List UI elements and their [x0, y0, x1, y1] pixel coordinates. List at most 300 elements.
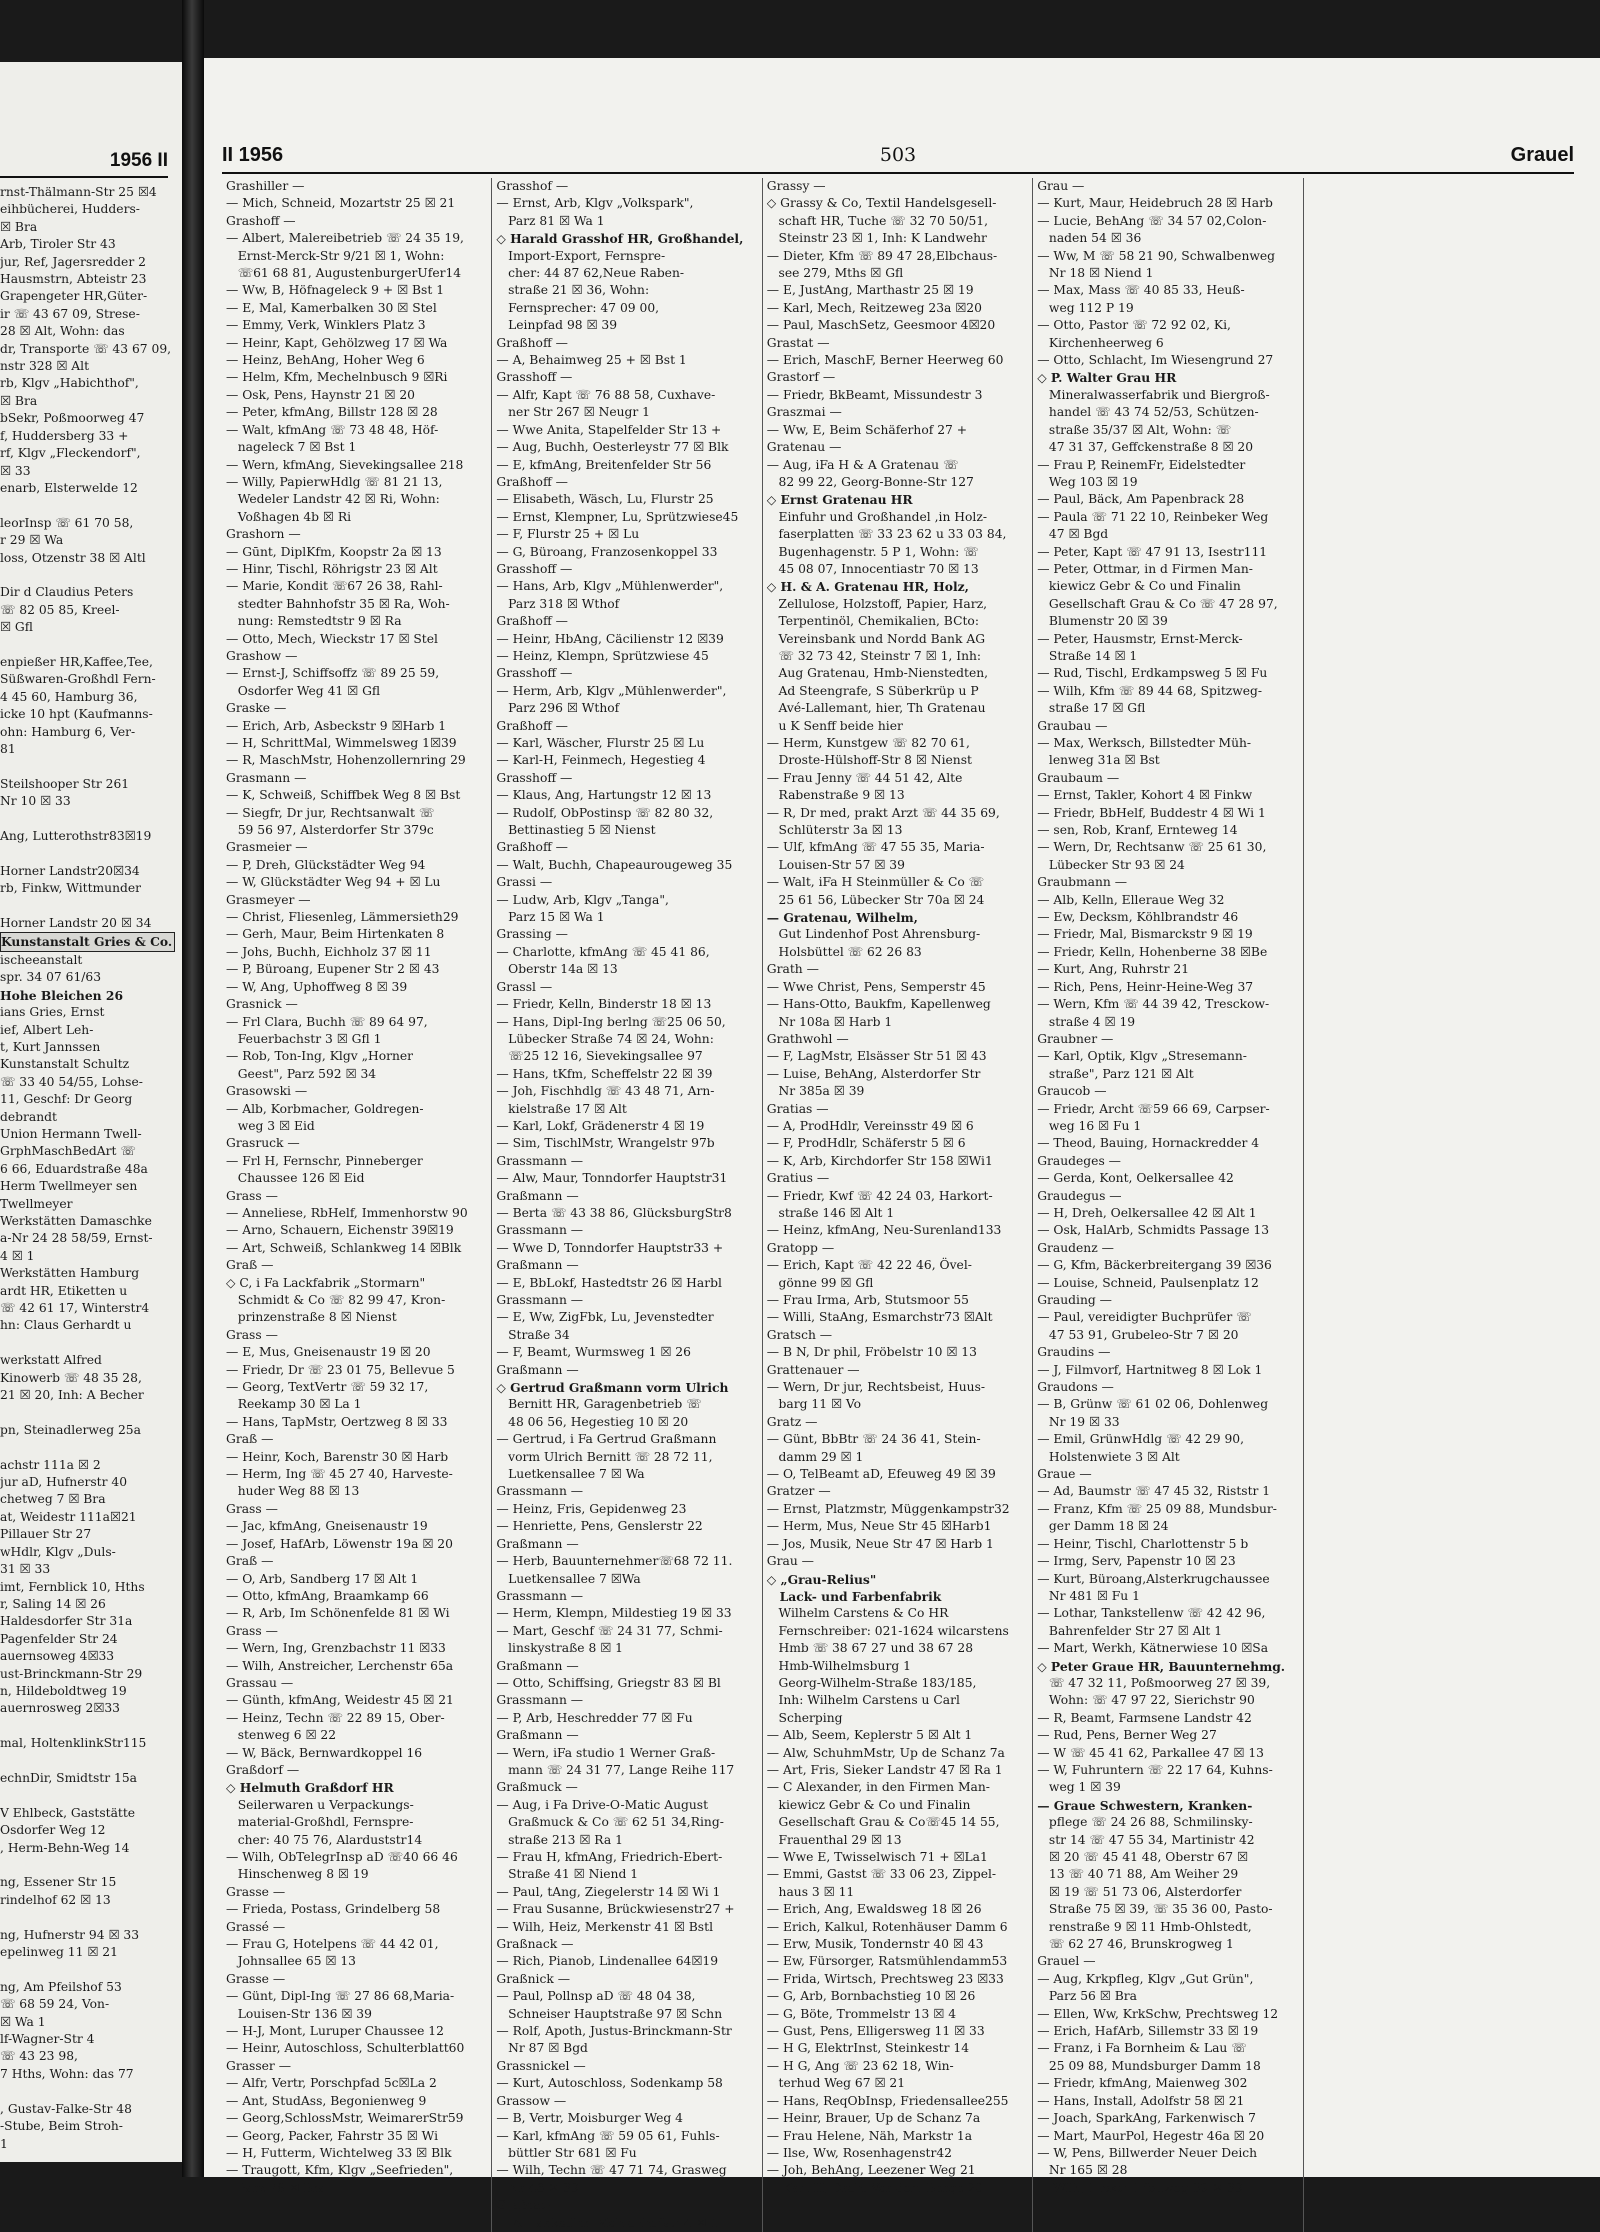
directory-entry: 82 99 22, Georg-Bonne-Str 127: [766, 474, 974, 489]
directory-entry: Reekamp 30 ☒ La 1: [226, 1397, 362, 1412]
directory-entry: — Mich, Schneid, Mozartstr 25 ☒ 21: [226, 196, 456, 211]
directory-entry: — Aug, Krkpfleg, Klgv „Gut Grün",: [1037, 1971, 1254, 1986]
directory-entry: — Peter, kfmAng, Billstr 128 ☒ 28: [226, 405, 438, 420]
directory-entry: 59 56 97, Alsterdorfer Str 379c: [226, 823, 434, 838]
directory-entry: — Joh, Fischhdlg ☏ 43 48 71, Arn-: [496, 1084, 715, 1099]
directory-entry: Nr 165 ☒ 28: [1037, 2163, 1128, 2178]
directory-entry: — Heinz, kfmAng, Neu-Surenland133: [766, 1223, 1002, 1238]
directory-entry: — H G, Ang ☏ 23 62 18, Win-: [766, 2058, 954, 2073]
directory-entry: linskystraße 8 ☒ 1: [496, 1641, 623, 1656]
left-page-line: [0, 637, 175, 654]
directory-entry: Graßtat —: [496, 2198, 562, 2213]
directory-entry: cher: 44 87 62,Neue Raben-: [496, 266, 685, 281]
directory-entry: — Hinr, Tischl, Röhrigstr 23 ☒ Alt: [226, 561, 438, 576]
directory-entry: — Alfr, Kapt ☏ 76 88 58, Cuxhave-: [496, 387, 716, 402]
left-page-line: werkstatt Alfred: [0, 1353, 102, 1368]
left-page-line: Hausmstrn, Abteistr 23: [0, 272, 147, 287]
left-page-line: 4 45 60, Hamburg 36,: [0, 689, 138, 704]
directory-entry: Weg 103 ☒ 19: [1037, 474, 1138, 489]
directory-entry: Graß —: [226, 1258, 274, 1273]
directory-entry: 47 53 91, Grubeleo-Str 7 ☒ 20: [1037, 1327, 1239, 1342]
directory-entry: — Frau Jenny ☏ 44 51 42, Alte: [766, 770, 963, 785]
directory-entry: str 14 ☏ 47 55 34, Martinistr 42: [1037, 1832, 1255, 1847]
directory-entry: mann ☏ 24 31 77, Lange Reihe 117: [496, 1762, 735, 1777]
directory-entry: — Herm, Mus, Neue Str 45 ☒Harb1: [766, 1519, 992, 1534]
left-page-line: achstr 111a ☒ 2: [0, 1457, 101, 1472]
directory-entry: — Alb, Seem, Keplerstr 5 ☒ Alt 1: [766, 1728, 973, 1743]
directory-entry: Grasshof —: [496, 179, 569, 193]
left-page-line: Pillauer Str 27: [0, 1527, 92, 1542]
left-page-line: a-Nr 24 28 58/59, Ernst-: [0, 1231, 153, 1246]
directory-entry: — Erw, Musik, Tondernstr 40 ☒ 43: [766, 1937, 984, 1952]
directory-entry: Mineralwasserfabrik und Biergroß-: [1037, 387, 1270, 402]
directory-entry: Grauel —: [1037, 1954, 1096, 1969]
directory-entry: — Georg,SchlossMstr, WeimarerStr59: [226, 2111, 464, 2126]
directory-entry: Grasshoff —: [496, 666, 573, 681]
directory-entry: — Heinr, HbAng, Cäcilienstr 12 ☒39: [496, 631, 724, 646]
directory-entry: Gesellschaft Grau & Co ☏ 47 28 97,: [1037, 596, 1278, 611]
directory-entry: — Willi, StaAng, Esmarchstr73 ☒Alt: [766, 1310, 993, 1325]
directory-entry: — W, Ang, Uphoffweg 8 ☒ 39: [226, 979, 408, 994]
directory-entry: Einfuhr und Großhandel ,in Holz-: [766, 509, 987, 524]
directory-entry: — Rudolf, ObPostinsp ☏ 82 80 32,: [496, 805, 714, 820]
directory-entry: Hmb-Wilhelmsburg 1: [766, 1658, 911, 1673]
directory-entry: — R, Arb, Im Schönenfelde 81 ☒ Wi: [226, 1606, 450, 1621]
page-header-keyword: Grauel: [1510, 144, 1574, 166]
directory-entry: — Heinz, Klempn, Sprützwiese 45: [496, 648, 709, 663]
directory-entry: Geest", Parz 592 ☒ 34: [226, 1066, 377, 1081]
directory-entry: — E, Mal, Kamerbalken 30 ☒ Stel: [226, 300, 437, 315]
directory-entry: stedter Bahnhofstr 35 ☒ Ra, Woh-: [226, 596, 450, 611]
directory-entry: — Gust, Pens, Elligersweg 11 ☒ 33: [766, 2024, 985, 2039]
directory-entry: — Franz, i Fa Bornheim & Lau ☏: [1037, 2041, 1247, 2056]
directory-entry: Graubaum —: [1037, 770, 1120, 785]
directory-entry: — Herb, Bauunternehmer☏68 72 11.: [496, 1554, 733, 1569]
directory-entry: — W ☏ 45 41 62, Parkallee 47 ☒ 13: [1037, 1745, 1264, 1760]
directory-entry: — Friedr, BkBeamt, Missundestr 3: [766, 387, 983, 402]
left-page-line: ischeeanstalt: [0, 952, 83, 967]
directory-entry: — A, TankstLtr, Mohlenhofstr 4 ☒ 1: [496, 2215, 719, 2230]
directory-entry: Grassow —: [496, 2093, 567, 2108]
directory-entry: — Arno, Schauern, Eichenstr 39☒19: [226, 1223, 454, 1238]
left-page-line: icke 10 hpt (Kaufmanns-: [0, 707, 153, 722]
left-page-line: nstr 328 ☒ Alt: [0, 359, 90, 374]
directory-entry: Parz 81 ☒ Wa 1: [496, 213, 605, 228]
directory-entry: Graubner —: [1037, 1031, 1114, 1046]
left-page-line: Hohe Bleichen 26: [0, 987, 124, 1003]
directory-entry: — Max, Werksch, Billstedter Müh-: [1037, 736, 1252, 750]
directory-entry: — Emil, GrünwHdlg ☏ 42 29 90,: [1037, 1432, 1245, 1447]
directory-entry: handel ☏ 43 74 52/53, Schützen-: [1037, 405, 1259, 420]
directory-entry: Graubmann —: [1037, 875, 1128, 890]
directory-entry: Grasmeier —: [226, 840, 308, 855]
directory-entry: Blumenstr 20 ☒ 39: [1037, 614, 1168, 629]
directory-entry: — Hans, ReqObInsp, Friedensallee255: [766, 2093, 1009, 2108]
directory-entry: — Frau P, ReinemFr, Eidelstedter: [1037, 457, 1246, 472]
directory-entry: Gratias —: [766, 1101, 829, 1116]
directory-entry: — Ww, B, Höfnageleck 9 + ☒ Bst 1: [226, 283, 445, 298]
directory-entry: Graßhoff —: [496, 335, 568, 350]
left-page-line: hn: Claus Gerhardt u: [0, 1318, 132, 1333]
directory-entry: 25 09 88, Mundsburger Damm 18: [1037, 2058, 1261, 2073]
directory-entry: — Willy, PapierwHdlg ☏ 81 21 13,: [226, 474, 443, 489]
directory-column-4: [1033, 178, 1303, 2232]
directory-entry: Louisen-Str 136 ☒ 39: [226, 2006, 372, 2021]
directory-entry: Gut Lindenhof Post Ahrensburg-: [766, 927, 981, 942]
left-page-line: [0, 845, 175, 862]
directory-entry: — Rob, Ton-Ing, Klgv „Horner: [226, 1049, 414, 1064]
left-page-line: Süßwaren-Großhdl Fern-: [0, 672, 156, 687]
directory-entry: — Karl, Optik, Klgv „Stresemann-: [1037, 1049, 1247, 1064]
left-page-line: Dir d Claudius Peters: [0, 585, 134, 600]
left-page-line: Twellmeyer: [0, 1196, 73, 1211]
directory-entry: ◇ Grassy & Co, Textil Handelsgesell-: [766, 196, 997, 211]
directory-entry: ◇ C, i Fa Lackfabrik „Stormarn": [226, 1275, 426, 1290]
directory-entry: — Paul, Bäck, Am Papenbrack 28: [1037, 492, 1245, 507]
directory-entry: Graßmann —: [496, 1258, 579, 1273]
directory-entry: — Joh, BehAng, Leezener Weg 21: [766, 2163, 976, 2178]
directory-entry: Wilhelm Carstens & Co HR: [766, 1606, 949, 1621]
directory-entry: — Gertrud, i Fa Gertrud Graßmann: [496, 1432, 717, 1447]
directory-entry: — Lothar, Tankstellenw ☏ 42 42 96,: [1037, 1606, 1266, 1621]
left-page-line: Nr 10 ☒ 33: [0, 794, 71, 809]
directory-entry: Straße 41 ☒ Niend 1: [496, 1867, 639, 1882]
directory-entry: — Friedr, Kelln, Hohenberne 38 ☒Be: [1037, 944, 1268, 959]
left-page-line: echnDir, Smidtstr 15a: [0, 1770, 137, 1785]
left-page-line: ☒ Gfl: [0, 620, 33, 635]
left-page-line: spr. 34 07 61/63: [0, 970, 102, 985]
directory-entry: — Karl, Wäscher, Flurstr 25 ☒ Lu: [496, 736, 705, 750]
directory-entry: Johnsallee 65 ☒ 13: [226, 1954, 357, 1969]
directory-entry: straße", Parz 121 ☒ Alt: [1037, 1066, 1194, 1081]
directory-entry: — Wern, kfmAng, Sievekingsallee 218: [226, 457, 464, 472]
directory-entry: — Graue Schwestern, Kranken-: [1037, 1797, 1253, 1813]
directory-entry: — R, MaschMstr, Hohenzollernring 29: [226, 753, 466, 768]
directory-entry: ☏ 62 27 46, Brunskrogweg 1: [1037, 1937, 1234, 1952]
directory-entry: damm 29 ☒ 1: [766, 1449, 864, 1464]
directory-entry: — Jos, Musik, Neue Str 47 ☒ Harb 1: [766, 1536, 994, 1551]
directory-entry: Graske —: [226, 701, 287, 716]
directory-entry: Grass —: [226, 1623, 278, 1638]
directory-entry: — K, Schweiß, Schiffbek Weg 8 ☒ Bst: [226, 788, 461, 803]
directory-entry: — Osk, HalArb, Schmidts Passage 13: [1037, 1223, 1270, 1238]
left-page-line: enpießer HR,Kaffee,Tee,: [0, 654, 153, 669]
directory-entry: — Peter, Kapt ☏ 47 91 13, Isestr111: [1037, 544, 1268, 559]
left-page-line: auernsoweg 4☒33: [0, 1649, 115, 1664]
left-page-line: 21 ☒ 20, Inh: A Becher: [0, 1388, 144, 1403]
directory-entry: — Paul, vereidigter Buchprüfer ☏: [1037, 1310, 1252, 1325]
directory-entry: — Walt, kfmAng ☏ 73 48 48, Höf-: [226, 422, 439, 437]
directory-entry: — Frau Susanne, Brückwiesenstr27 +: [496, 1902, 735, 1917]
directory-entry: Graßhoff —: [496, 614, 568, 629]
directory-entry: Wedeler Landstr 42 ☒ Ri, Wohn:: [226, 492, 440, 507]
directory-entry: — Wern, Dr, Rechtsanw ☏ 25 61 30,: [1037, 840, 1267, 855]
directory-entry: prinzenstraße 8 ☒ Nienst: [226, 1310, 397, 1325]
directory-entry: — Hans-Otto, Baukfm, Kapellenweg: [766, 997, 991, 1012]
directory-entry: Gesellschaft Grau & Co☏45 14 55,: [766, 1815, 1000, 1830]
directory-entry: Aug Gratenau, Hmb-Nienstedten,: [766, 666, 989, 681]
directory-entry: — Louise, Schneid, Paulsenplatz 12: [1037, 1275, 1259, 1290]
directory-entry: 25 61 56, Lübecker Str 70a ☒ 24: [766, 892, 985, 907]
left-page-line: Steilshooper Str 261: [0, 776, 130, 791]
directory-entry: Terpentinöl, Chemikalien, BCto:: [766, 614, 979, 629]
directory-entry: — Wwe Anita, Stapelfelder Str 13 +: [496, 422, 722, 437]
directory-entry: — Otto, Schlacht, Im Wiesengrund 27: [1037, 353, 1274, 368]
left-page-line: ☏ 33 40 54/55, Lohse-: [0, 1074, 143, 1089]
directory-entry: Grattenauer —: [766, 1362, 860, 1377]
left-page-line: [0, 1961, 175, 1978]
directory-entry: haus 3 ☒ 11: [766, 1884, 855, 1899]
directory-entry: Bugenhagenstr. 5 P 1, Wohn: ☏: [766, 544, 979, 559]
directory-entry: — E, BbLokf, Hastedtstr 26 ☒ Harbl: [496, 1275, 722, 1290]
left-page-line: at, Weidestr 111a☒21: [0, 1509, 137, 1524]
directory-entry: — B N, Dr phil, Fröbelstr 10 ☒ 13: [766, 1345, 977, 1360]
left-page-line: 28 ☒ Alt, Wohn: das: [0, 324, 125, 339]
directory-entry: — Friedr, Kwf ☏ 42 24 03, Harkort-: [766, 1188, 993, 1203]
directory-entry: Grasruck —: [226, 1136, 300, 1151]
directory-entry: — Ludw, Arb, Klgv „Tanga",: [496, 892, 669, 907]
directory-entry: straße 17 ☒ Gfl: [1037, 701, 1146, 716]
left-page-line: [0, 898, 175, 915]
left-page-line: rb, Finkw, Wittmunder: [0, 881, 142, 896]
directory-entry: ☏25 12 16, Sievekingsallee 97: [496, 1049, 703, 1064]
directory-entry: — Ernst-J, Schiffsoffz ☏ 89 25 59,: [226, 666, 440, 681]
directory-entry: — Heinr, Koch, Barenstr 30 ☒ Harb: [226, 1449, 449, 1464]
directory-entry: — Charlotte, kfmAng ☏ 45 41 86,: [496, 944, 710, 959]
directory-entry: — Karl, Mech, Reitzeweg 23a ☒20: [766, 300, 982, 315]
directory-entry: Grasse —: [226, 1884, 286, 1899]
directory-entry: — Klaus, Ang, Hartungstr 12 ☒ 13: [496, 788, 712, 803]
left-page-line: Horner Landstr20☒34: [0, 863, 140, 878]
directory-entry: Grasshoff —: [496, 770, 573, 785]
directory-entry: 48 06 56, Hegestieg 10 ☒ 20: [496, 1414, 689, 1429]
directory-entry: weg 112 P 19: [1037, 300, 1134, 315]
directory-entry: 45 08 07, Innocentiastr 70 ☒ 13: [766, 561, 979, 576]
directory-entry: — Wern, Kfm ☏ 44 39 42, Tresckow-: [1037, 997, 1270, 1012]
directory-entry: — Karl, kfmAng ☏ 59 05 61, Fuhls-: [496, 2128, 720, 2143]
directory-entry: — Walt, iFa H Steinmüller & Co ☏: [766, 875, 985, 890]
directory-entry: Nr 481 ☒ Fu 1: [1037, 1588, 1140, 1603]
directory-entry: — Wwe D, Tonndorfer Hauptstr33 +: [496, 1240, 724, 1255]
directory-entry: Leinpfad 98 ☒ 39: [496, 318, 618, 333]
directory-entry: — Walt, Buchh, Chapeaurougeweg 35: [496, 857, 733, 872]
directory-entry: — J, Filmvorf, Hartnitweg 8 ☒ Lok 1: [1037, 1362, 1263, 1377]
directory-entry: — Theod, Bauing, Hornackredder 4: [1037, 1136, 1260, 1151]
directory-entry: Grassmann —: [496, 1693, 584, 1708]
directory-entry: — Kurt, Ang, Ruhrstr 21: [1037, 962, 1190, 977]
directory-entry: ◇ Peter Graue HR, Bauunternehmg.: [1037, 1658, 1286, 1674]
directory-entry: — W, Pens, Billwerder Neuer Deich: [1037, 2145, 1258, 2160]
directory-entry: — Karl-H, Dreh, Vor dem Berge 20: [766, 2180, 984, 2195]
directory-entry: Straße 34: [496, 1327, 570, 1342]
left-page-line: rf, Klgv „Fleckendorf",: [0, 446, 141, 461]
directory-entry: Graucob —: [1037, 1084, 1107, 1099]
directory-entry: Graubau —: [1037, 718, 1108, 733]
directory-entry: Steinstr 23 ☒ 1, Inh: K Landwehr: [766, 231, 987, 246]
directory-entry: — Aug, iFa H & A Gratenau ☏: [766, 457, 959, 472]
directory-entry: — Herm, Kunstgew ☏ 82 70 61,: [766, 736, 970, 750]
left-page-line: ir ☏ 43 67 09, Strese-: [0, 306, 140, 321]
directory-entry: Nr 87 ☒ Bgd: [496, 2041, 588, 2056]
directory-entry: — Frieda, Postass, Grindelberg 58: [226, 1902, 441, 1917]
directory-entry: — Peter, Hausmstr, Ernst-Merck-: [1037, 631, 1243, 646]
left-page-line: [0, 497, 175, 514]
directory-entry: — C Alexander, in den Firmen Man-: [766, 1780, 990, 1795]
book-gutter: [182, 0, 204, 2177]
directory-entry: Gratenau —: [766, 440, 842, 455]
directory-entry: Grass —: [226, 1501, 278, 1516]
directory-entry: Fernsprecher: 47 09 00,: [496, 300, 660, 315]
left-page-line: f, Huddersberg 33 +: [0, 428, 129, 443]
directory-entry: — Osk, Pens, Haynstr 21 ☒ 20: [226, 387, 416, 402]
directory-entry: Grassé —: [226, 1919, 286, 1934]
directory-entry: — E, kfmAng, Breitenfelder Str 56: [496, 457, 712, 472]
directory-entry: — Karl-H, Feinmech, Hegestieg 4: [496, 753, 706, 768]
left-page-line: r 29 ☒ Wa: [0, 533, 64, 548]
left-page-line: enarb, Elsterwelde 12: [0, 480, 138, 495]
directory-entry: — Ulf, kfmAng ☏ 47 55 35, Maria-: [766, 840, 985, 855]
directory-entry: — Jac, kfmAng, Gneisenaustr 19: [226, 1519, 428, 1534]
left-page-line: auernrosweg 2☒33: [0, 1701, 120, 1716]
directory-entry: straße 4 ☒ 19: [1037, 1014, 1136, 1029]
directory-entry: — E, JustAng, Marthastr 25 ☒ 19: [766, 283, 974, 298]
directory-entry: — H G, ElektrInst, Steinkestr 14: [766, 2041, 970, 2056]
directory-entry: Parz 296 ☒ Wthof: [496, 701, 620, 716]
page-header: [222, 144, 1574, 174]
directory-entry: — Paul, Pollnsp aD ☏ 48 04 38,: [496, 1989, 696, 2004]
directory-entry: — Wilh, Techn ☏ 47 71 74, Grasweg: [496, 2163, 727, 2178]
left-page-line: Kunstanstalt Gries & Co.: [0, 932, 175, 951]
directory-entry: Gratius —: [766, 1171, 830, 1186]
directory-entry: Hmb ☏ 38 67 27 und 38 67 28: [766, 1641, 974, 1656]
directory-entry: — Anneliese, RbHelf, Immenhorstw 90: [226, 1205, 468, 1220]
directory-entry: gönne 99 ☒ Gfl: [766, 1275, 874, 1290]
directory-entry: Graßmuck & Co ☏ 62 51 34,Ring-: [496, 1815, 724, 1830]
directory-entry: — Ernst, Arb, Klgv „Volkspark",: [496, 196, 694, 211]
directory-entry: nageleck 7 ☒ Bst 1: [226, 440, 357, 455]
directory-entry: ◇ H. & A. Gratenau HR, Holz,: [766, 579, 969, 595]
directory-entry: Graßmann —: [496, 1658, 579, 1673]
left-page-line: [0, 1753, 175, 1770]
directory-entry: Schmidt & Co ☏ 82 99 47, Kron-: [226, 1293, 446, 1307]
directory-entry: barg 11 ☒ Vo: [766, 1397, 862, 1412]
left-page-line: loss, Otzenstr 38 ☒ Altl: [0, 550, 146, 565]
directory-entry: Grassmann —: [496, 1153, 584, 1168]
directory-entry: — Erich, Ang, Ewaldsweg 18 ☒ 26: [766, 1902, 982, 1917]
directory-entry: — Josef, HafArb, Löwenstr 19a ☒ 20: [226, 1536, 453, 1551]
directory-entry: — Günt, BbBtr ☏ 24 36 41, Stein-: [766, 1432, 981, 1447]
directory-entry: — Hans, Dipl-Ing berlng ☏25 06 50,: [496, 1014, 726, 1029]
left-page-line: wHdlr, Klgv „Duls-: [0, 1544, 116, 1559]
directory-entry: — Paula ☏ 71 22 10, Reinbeker Weg: [1037, 509, 1269, 524]
left-page-line: 6 66, Eduardstraße 48a: [0, 1161, 148, 1176]
left-page-line: [0, 1439, 175, 1456]
directory-entry: Graßhoff —: [496, 840, 568, 855]
directory-entry: — Wilh, Elektr, Efeuweg 39 ☒ 39: [1037, 2180, 1243, 2195]
directory-entry: — Alb, Kelln, Elleraue Weg 32: [1037, 892, 1225, 907]
directory-entry: — O, TelBeamt aD, Efeuweg 49 ☒ 39: [766, 1467, 996, 1482]
left-page-line: rnst-Thälmann-Str 25 ☒4: [0, 185, 157, 199]
directory-entry: Grau —: [766, 1554, 814, 1569]
directory-entry: — R, Beamt, Farmsene Landstr 42: [1037, 1710, 1252, 1725]
page-header-year: II 1956: [222, 144, 284, 166]
directory-entry: Zellulose, Holzstoff, Papier, Harz,: [766, 596, 987, 611]
directory-entry: Graudegus —: [1037, 1188, 1122, 1203]
directory-entry: — Irmg, Serv, Papenstr 10 ☒ 23: [1037, 1554, 1236, 1569]
directory-entry: — Alb, Korbmacher, Goldregen-: [226, 1101, 424, 1116]
directory-entry: faserplatten ☏ 33 23 62 u 33 03 84,: [766, 527, 1007, 542]
directory-entry: — P, Dreh, Glückstädter Weg 94: [226, 857, 426, 872]
directory-entry: Nr 19 ☒ 33: [1037, 1414, 1120, 1429]
directory-entry: — Emmy, Verk, Winklers Platz 3: [226, 318, 426, 333]
left-page-line: [0, 758, 175, 775]
directory-entry: Grassi —: [496, 875, 553, 890]
directory-entry: ger Damm 18 ☒ 24: [1037, 1519, 1169, 1534]
directory-entry: ner Str 267 ☒ Neugr 1: [496, 405, 651, 420]
directory-entry: Nr 46 ☒ 39: [496, 2180, 579, 2195]
directory-entry: Grassau —: [226, 1675, 294, 1690]
directory-entry: — Hans, Arb, Klgv „Mühlenwerder",: [496, 579, 724, 594]
directory-entry: — Herm, Ing ☏ 45 27 40, Harveste-: [226, 1467, 453, 1482]
directory-entry: — H-J, Mont, Luruper Chaussee 12: [226, 2024, 444, 2039]
directory-entry: — W, Fuhruntern ☏ 22 17 64, Kuhns-: [1037, 1762, 1273, 1777]
directory-entry: — Luise, BehAng, Alsterdorfer Str: [766, 1066, 981, 1081]
left-page-line: rindelhof 62 ☒ 13: [0, 1892, 111, 1907]
left-page-line: leorInsp ☏ 61 70 58,: [0, 515, 134, 530]
left-page-line: Kinowerb ☏ 48 35 28,: [0, 1370, 142, 1385]
left-page-line: Kunstanstalt Schultz: [0, 1057, 130, 1072]
directory-entry: — Friedr, Mal, Bismarckstr 9 ☒ 19: [1037, 927, 1253, 942]
left-page-line: Werkstätten Damaschke: [0, 1213, 152, 1228]
directory-entry: Voßhagen 4b ☒ Ri: [226, 509, 352, 524]
left-page-line: rb, Klgv „Habichthof",: [0, 376, 139, 391]
directory-entry: Scherping: [766, 1710, 843, 1725]
directory-entry: cher: 40 75 76, Alarduststr14: [226, 1832, 423, 1847]
directory-entry: — A, ProdHdlr, Vereinsstr 49 ☒ 6: [766, 1118, 974, 1133]
directory-entry: — F, ProdHdlr, Schäferstr 5 ☒ 6: [766, 1136, 966, 1151]
directory-entry: — Joach, SparkAng, Farkenwisch 7: [1037, 2111, 1256, 2126]
directory-entry: — Johs, Buchh, Eichholz 37 ☒ 11: [226, 944, 432, 959]
directory-entry: — Wwe E, Twisselwisch 71 + ☒La1: [766, 1850, 988, 1864]
directory-entry: — Gratenau, Wilhelm,: [766, 910, 918, 926]
left-page-line: ief, Albert Leh-: [0, 1022, 94, 1037]
directory-entry: straße 21 ☒ 36, Wohn:: [496, 283, 650, 298]
directory-entry: Straße 14 ☒ 1: [1037, 648, 1138, 663]
directory-entry: ◇ Gertrud Graßmann vorm Ulrich: [496, 1380, 729, 1396]
directory-entry: — Wwe Christ, Pens, Semperstr 45: [766, 979, 986, 994]
directory-entry: Gratopp —: [766, 1240, 835, 1255]
directory-entry: Graßmann —: [496, 1536, 579, 1551]
directory-entry: Louisen-Str 57 ☒ 39: [766, 857, 905, 872]
directory-entry: — Peter, Ottmar, in d Firmen Man-: [1037, 561, 1253, 576]
directory-entry: — Heinz, BehAng, Hoher Weg 6: [226, 353, 425, 368]
directory-entry: — Kurt, Autoschloss, Sodenkamp 58: [496, 2076, 723, 2091]
left-page-line: 4 ☒ 1: [0, 1248, 35, 1263]
directory-entry: Grasse —: [226, 1971, 286, 1986]
directory-entry: — Erich, Arb, Asbeckstr 9 ☒Harb 1: [226, 718, 447, 733]
directory-entry: Fernschreiber: 021-1624 wilcarstens: [766, 1623, 1009, 1638]
left-page-line: Ang, Lutterothstr83☒19: [0, 829, 152, 844]
directory-entry: Grath —: [766, 962, 819, 977]
directory-entry: — Heinz, Fris, Gepidenweg 23: [496, 1501, 687, 1516]
directory-entry: — Ew, Decksm, Köhlbrandstr 46: [1037, 910, 1239, 925]
directory-entry: — Wern, iFa studio 1 Werner Graß-: [496, 1745, 716, 1760]
left-page-line: debrandt: [0, 1109, 57, 1124]
directory-entry: Grauding —: [1037, 1293, 1112, 1307]
directory-entry: — Wern, Dr jur, Rechtsbeist, Huus-: [766, 1380, 986, 1395]
directory-entry: — Friedr, kfmAng, Maienweg 302: [1037, 2076, 1248, 2091]
directory-entry: — F, LagMstr, Elsässer Str 51 ☒ 43: [766, 1049, 987, 1064]
